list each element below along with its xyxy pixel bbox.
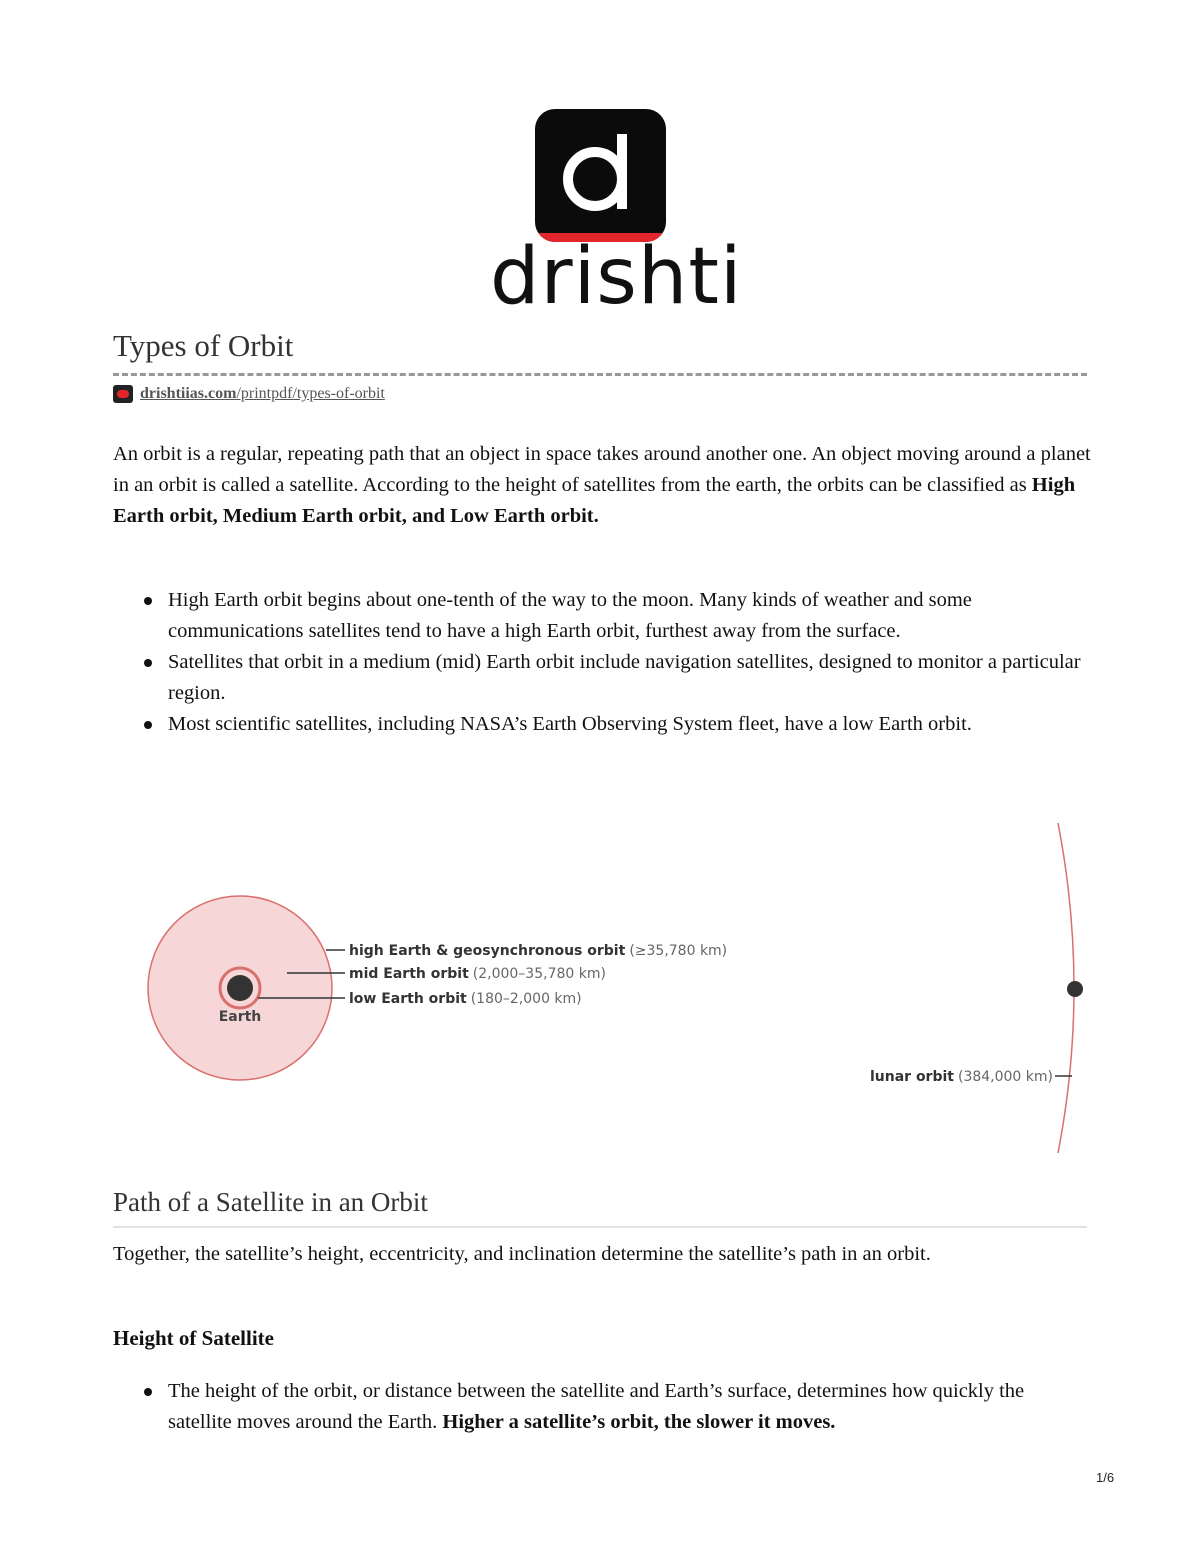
bullet-bold-text: Higher a satellite’s orbit, the slower it moves. [442,1411,836,1433]
intro-bold-text: High Earth orbit, Medium Earth orbit, and Low Earth orbit. [113,474,1076,527]
moon-dot [1067,981,1083,997]
list-item: High Earth orbit begins about one-tenth of the way to the moon. Many kinds of weather and some communications satellites tend to have a high Earth orbit, furthest away from the surface. [113,585,1093,647]
drishti-logo [480,105,743,325]
title-divider [113,373,1087,376]
source-path: /printpdf/types-of-orbit [236,385,385,402]
logo-d-glyph [535,109,666,242]
orbit-diagram [0,815,1200,1160]
subheading: Height of Satellite [113,1326,274,1350]
low-orbit-label: low Earth orbit (180–2,000 km) [349,991,582,1007]
earth-label: Earth [218,1009,262,1025]
orbit-bullet-list [113,585,1093,740]
lunar-orbit-label: lunar orbit (384,000 km) [869,1069,1053,1085]
logo-tile [535,109,666,242]
page-number: 1/6 [1096,1470,1115,1485]
page-title: Types of Orbit [113,328,294,363]
bullet-text: The height of the orbit, or distance between the satellite and Earth’s surface, determines how quickly the satellite moves around the Earth. [168,1380,1025,1433]
site-favicon-icon [113,385,133,403]
earth-dot [227,975,253,1001]
list-item: Most scientific satellites, including NASA’s Earth Observing System fleet, have a low Earth orbit. [113,709,1093,740]
mid-orbit-label: mid Earth orbit (2,000–35,780 km) [349,966,606,982]
height-bullet-list [113,1376,1093,1438]
source-domain: drishtiias.com [140,385,237,402]
high-orbit-label: high Earth & geosynchronous orbit (≥35,780 km) [349,943,728,959]
list-item: Satellites that orbit in a medium (mid) Earth orbit include navigation satellites, designed to monitor a particular region. [113,647,1093,709]
section-heading: Path of a Satellite in an Orbit [113,1187,428,1217]
intro-text: An orbit is a regular, repeating path that an object in space takes around another one. An object moving around a planet in an orbit is called a satellite. According to the height of satellites from the earth, the orbits can be classified as [113,443,1091,496]
list-item [113,1376,1093,1438]
source-link[interactable] [140,385,385,403]
section-paragraph: Together, the satellite’s height, eccentricity, and inclination determine the satellite’s path in an orbit. [113,1243,931,1265]
section-divider [113,1226,1087,1228]
logo-wordmark: drishti [490,232,743,322]
source-link-row[interactable] [113,384,385,404]
intro-paragraph [113,439,1093,532]
